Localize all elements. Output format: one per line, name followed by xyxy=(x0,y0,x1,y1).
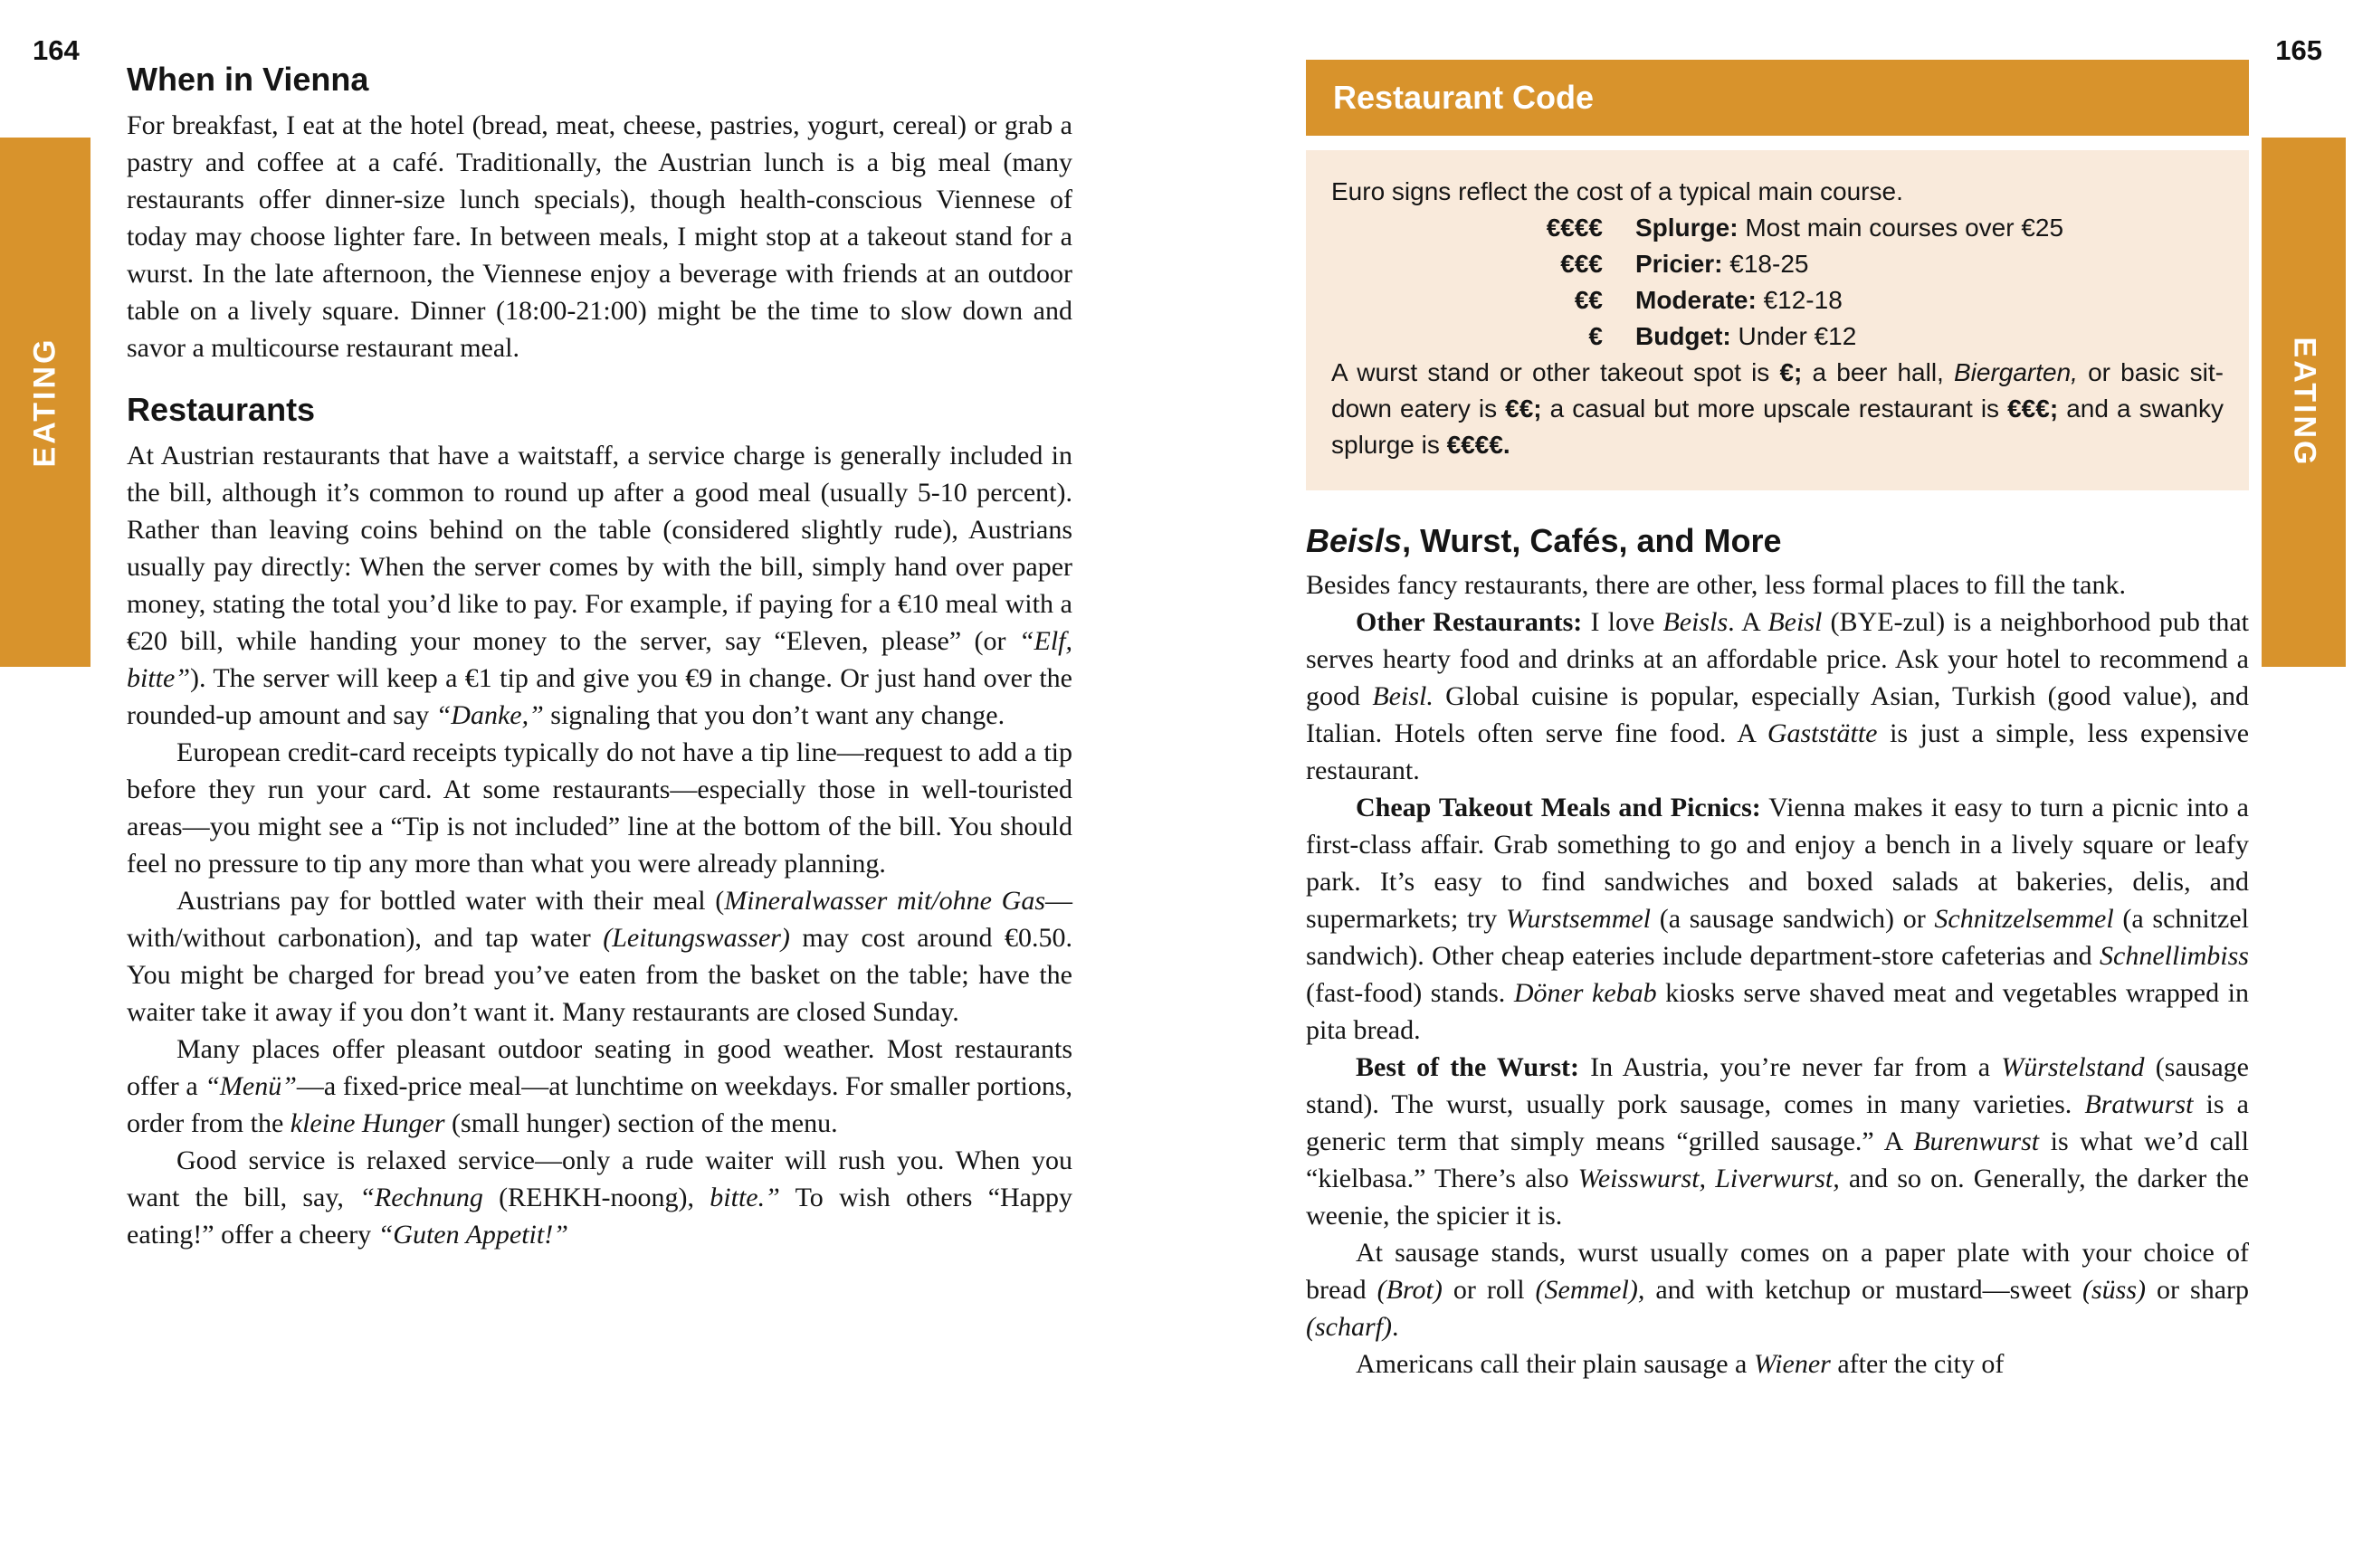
paragraph: Good service is relaxed service—only a rude waiter will rush you. When you want the bill, say, “Rechnung (REHKH-noong), bitte.” To wish others “Happy eating!” offer a cheery “Guten Appetit!” xyxy=(127,1145,1072,1250)
section-title-when-in-vienna: When in Vienna xyxy=(127,61,369,98)
eating-tab-left xyxy=(0,138,90,667)
restaurant-code-box xyxy=(1306,60,2249,490)
code-box-outro: A wurst stand or other takeout spot is €; a beer hall, Biergarten, or basic sit-down eatery is €€; a casual but more upscale restaurant is €€€; and a swanky splurge is €€€€. xyxy=(1331,358,2224,459)
left-page-number: 164 xyxy=(33,34,80,66)
when-in-vienna-paragraphs xyxy=(127,107,1072,366)
paragraph: Best of the Wurst: In Austria, you’re never far from a Würstelstand (sausage stand). The wurst, usually pork sausage, comes in many varieties. Bratwurst is a generic term that simply means “grilled sausage.” A Burenwurst is what we’d call “kielbasa.” There’s also Weisswurst, Liverwurst, and so on. Generally, the darker the weenie, the spicier it is. xyxy=(1306,1052,2249,1231)
paragraph: Americans call their plain sausage a Wiener after the city of xyxy=(1356,1349,2005,1379)
code-box-body xyxy=(1306,150,2249,490)
paragraph: At sausage stands, wurst usually comes on a paper plate with your choice of bread (Brot) or roll (Semmel), and with ketchup or mustard—sweet (süss) or sharp (scharf). xyxy=(1306,1238,2249,1342)
price-tier-symbol: €€€ xyxy=(1560,250,1603,278)
paragraph: At Austrian restaurants that have a waitstaff, a service charge is generally included in the bill, although it’s common to round up after a good meal (usually 5-10 percent). Rather than leaving coins behind on the table (considered slightly rude), Austrians usually pay directly: When the server comes by with the bill, simply hand over paper money, stating the total you’d like to pay. For example, if paying for a €10 meal with a €20 bill, while handing your money to the server, say “Eleven, please” (or “Elf, bitte”). The server will keep a €1 tip and give you €9 in change. Or just hand over the rounded-up amount and say “Danke,” signaling that you don’t want any change. xyxy=(127,441,1072,730)
paragraph: European credit-card receipts typically do not have a tip line—request to add a tip before they run your card. At some restaurants—especially those in well-touristed areas—you might see a “Tip is not included” line at the bottom of the bill. You should feel no pressure to tip any more than what you were already planning. xyxy=(127,737,1072,879)
price-tier-label: Budget: Under €12 xyxy=(1635,322,1857,350)
right-page-number: 165 xyxy=(2275,34,2322,66)
price-tier-row xyxy=(1331,246,2224,282)
paragraph: For breakfast, I eat at the hotel (bread, meat, cheese, pastries, yogurt, cereal) or grab a pastry and coffee at a café. Traditionally, the Austrian lunch is a big meal (many restaurants offer dinner-size lunch specials), though health-conscious Viennese of today may choose lighter fare. In between meals, I might stop at a takeout stand for a wurst. In the late afternoon, the Viennese enjoy a beverage with friends at an outdoor table on a lively square. Dinner (18:00-21:00) might be the time to slow down and savor a multicourse restaurant meal. xyxy=(127,110,1072,363)
paragraph: Other Restaurants: I love Beisls. A Beisl (BYE-zul) is a neighborhood pub that serves hearty food and drinks at an affordable price. Ask your hotel to recommend a good Beisl. Global cuisine is popular, especially Asian, Turkish (good value), and Italian. Hotels often serve fine food. A Gaststätte is just a simple, less expensive restaurant. xyxy=(1306,607,2250,785)
section-title-beisls: Beisls, Wurst, Cafés, and More xyxy=(1306,522,1782,559)
price-tiers xyxy=(1331,210,2224,355)
code-box-intro: Euro signs reflect the cost of a typical main course. xyxy=(1331,177,1903,205)
price-tier-label: Moderate: €12-18 xyxy=(1635,286,1843,314)
left-column xyxy=(127,60,1072,1253)
paragraph: Many places offer pleasant outdoor seating in good weather. Most restaurants offer a “Menü”—a fixed-price meal—at lunchtime on weekdays. For smaller portions, order from the kleine Hunger (small hunger) section of the menu. xyxy=(127,1034,1073,1138)
code-box-header xyxy=(1306,60,2249,136)
code-box-title: Restaurant Code xyxy=(1333,79,1595,116)
paragraph: Besides fancy restaurants, there are other, less formal places to fill the tank. xyxy=(1306,570,2126,600)
price-tier-symbol: €€ xyxy=(1574,286,1603,314)
price-tier-label: Pricier: €18-25 xyxy=(1635,250,1809,278)
eating-tab-left-label: EATING xyxy=(27,337,62,468)
paragraph: Cheap Takeout Meals and Picnics: Vienna makes it easy to turn a picnic into a first-class affair. Grab something to go and enjoy a bench in a lively square or leafy park. It’s easy to find sandwiches and boxed salads at bakeries, delis, and supermarkets; try Wurstsemmel (a sausage sandwich) or Schnitzelsemmel (a schnitzel sandwich). Other cheap eateries include department-store cafeterias and Schnellimbiss (fast-food) stands. Döner kebab kiosks serve shaved meat and vegetables wrapped in pita bread. xyxy=(1306,793,2250,1045)
price-tier-row xyxy=(1331,210,2224,246)
beisls-paragraphs xyxy=(1306,566,2249,1383)
eating-tab-right-label: EATING xyxy=(2287,337,2321,468)
section-title-restaurants: Restaurants xyxy=(127,391,316,428)
price-tier-row xyxy=(1331,318,2224,355)
right-column xyxy=(1306,60,2249,1383)
price-tier-row xyxy=(1331,282,2224,318)
eating-tab-right xyxy=(2262,138,2346,667)
price-tier-symbol: € xyxy=(1588,322,1603,350)
paragraph: Austrians pay for bottled water with their meal (Mineralwasser mit/ohne Gas—with/without carbonation), and tap water (Leitungswasser) may cost around €0.50. You might be charged for bread you’ve eaten from the basket on the table; have the waiter take it away if you don’t want it. Many restaurants are closed Sunday. xyxy=(127,886,1072,1027)
price-tier-label: Splurge: Most main courses over €25 xyxy=(1635,214,2064,242)
price-tier-symbol: €€€€ xyxy=(1546,214,1603,242)
restaurants-paragraphs xyxy=(127,437,1072,1253)
